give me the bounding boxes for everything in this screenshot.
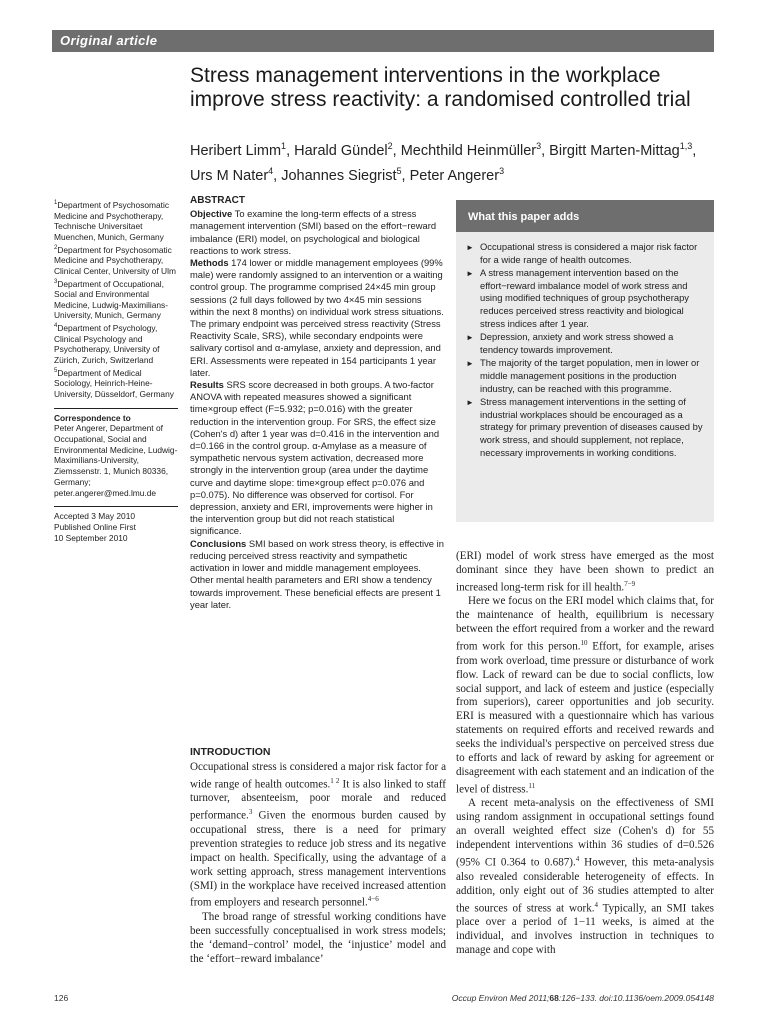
triangle-bullet-icon: ► — [466, 269, 474, 279]
affiliation-1: $^1$Department of Psychosomatic Medicine and Psychotherapy, Technische Universitaet Muenchen, Munich, Germany — [54, 199, 170, 242]
author-name: Birgitt Marten-Mittag$^{1,3}$, — [549, 141, 697, 159]
abstract-heading: ABSTRACT — [190, 195, 245, 206]
triangle-bullet-icon: ► — [466, 398, 474, 408]
citation-footer: Occup Environ Med 2011;68:126−133. doi:10.1136/oem.2009.054148 — [451, 993, 714, 1003]
article-title: Stress management interventions in the workplace improve stress reactivity: a randomised controlled trial — [190, 64, 691, 111]
introduction-heading: INTRODUCTION — [190, 746, 271, 758]
correspondence-text: Peter Angerer, Department of Occupational, Social and Environmental Medicine, Ludwig-Maximilians-University, Ziemssenstr. 1, Munich 80336, Germany; peter.angerer@med.lmu.de — [54, 423, 178, 498]
section-label: Original article — [60, 33, 158, 48]
box-item: ► Depression, anxiety and work stress showed a tendency towards improvement. — [466, 331, 674, 355]
abstract-methods: Methods 174 lower or middle management employees (99% male) were randomly assigned to an intervention or a waiting control group. The programme comprised 24×45 min group sessions (2 full days followed by two 4×45 min sessions within the next 8 months) on individual work stress situations. The primary endpoint was perceived stress reactivity (Stress Reactivity Scale, SRS), while secondary endpoints were salivary cortisol and α-amylase, anxiety and depression, and ERI. Assessments were repeated in 154 participants 1 year later. — [190, 257, 444, 378]
body-paragraph-2: Here we focus on the ERI model which claims that, for the maintenance of health, equilibrium is necessary between the effort required from a worker and the reward from work for this person.$^{10}$ Effort, for example, arises from work overload, time pressure or disturbance of work flow. Lack of reward can be due to social conflicts, low social support, and lack of esteem and justice (especially from superiors), career opportunities and job security. ERI is measured with a questionnaire which has various statements on required efforts and received rewards and seeks the individual's perspective on perceived stress due to efforts and lack of reward by asking for agreement or disagreement with each statement and an indication of the level of distress.$^{11}$ — [456, 595, 714, 796]
triangle-bullet-icon: ► — [466, 333, 474, 343]
affiliations-column — [54, 198, 178, 543]
affiliation-marker: 4 — [268, 165, 274, 176]
triangle-bullet-icon: ► — [466, 243, 474, 252]
author-name: Peter Angerer$^3$ — [409, 165, 505, 184]
triangle-bullet-icon: ► — [466, 359, 474, 369]
body-paragraph-1: (ERI) model of work stress have emerged as the most dominant since they have been shown to predict an increased long-term risk for ill health.$^{7-9}$ — [456, 550, 714, 594]
box-item: ► The majority of the target population, men in lower or middle management positions in the production industry, can be reached with this programme. — [466, 357, 700, 394]
author-name: Heribert Limm$^1$, — [190, 141, 291, 159]
affiliation-3: $^3$Department of Occupational, Social and Environmental Medicine, Ludwig-Maximilians-University, Munich, Germany — [54, 278, 169, 321]
published-label: Published Online First — [54, 521, 136, 532]
abstract-results: Results SRS score decreased in both groups. A two-factor ANOVA with repeated measures showed a significant time×group effect (F=5.932; p=0.016) with the greater reduction in the intervention group. For SRS, the effect size (Cohen's d) after 1 year was d=0.416 in the intervention and d=0.166 in the control group. α-Amylase as a measure of sympathetic nervous system activation, decreased more strongly in the intervention group (area under the daytime curve and daytime slope: time×group effect p=0.076 and p=0.075). No difference was observed for cortisol. For depression, anxiety and ERI, improvements were higher in the intervention group but did not reach statistical significance. — [190, 379, 440, 537]
what-this-paper-adds-box — [456, 200, 714, 522]
body-paragraph-3: A recent meta-analysis on the effectiveness of SMI using random assignment in occupational settings found an overall weighted effect size (Cohen's d) for 55 independent interventions within 36 studies of d=0.526 (95% CI 0.364 to 0.687).$^4$ However, this meta-analysis also revealed considerable heterogeneity of effects. In addition, only eight out of 36 studies attempted to alter the sources of stress at work.$^4$ Typically, an SMI takes place over a period of 1−11 weeks, is aimed at the individual, and involves instruction in techniques to manage and cope with — [456, 797, 714, 956]
affiliation-marker: 3 — [499, 165, 505, 176]
page-number: 126 — [54, 993, 69, 1003]
author-name: Urs M Nater$^4$, — [190, 165, 278, 184]
author-name: Mechthild Heinmüller$^3$, — [400, 141, 546, 159]
abstract-objective: Objective To examine the long-term effects of a stress management intervention (SMI) based on the effort−reward imbalance (ERI) model, on psychological and biological reactions to work stress. — [190, 208, 437, 256]
affiliation-marker: 1,3 — [679, 141, 693, 151]
correspondence-heading: Correspondence to — [54, 412, 131, 423]
body-text-right — [456, 550, 714, 958]
affiliation-marker: 2 — [387, 141, 393, 151]
accepted-date: Accepted 3 May 2010 — [54, 511, 136, 522]
box-item: ► Occupational stress is considered a major risk factor for a wide range of health outcomes. — [466, 241, 698, 265]
divider — [54, 506, 178, 507]
affiliation-marker: 5 — [396, 165, 402, 176]
affiliation-marker: 1 — [281, 141, 287, 151]
author-name: Harald Gündel$^2$, — [294, 141, 397, 159]
introduction-section — [190, 746, 446, 967]
affiliation-5: $^5$Department of Medical Sociology, Heinrich-Heine-University, Düsseldorf, Germany — [54, 367, 174, 399]
abstract — [190, 195, 446, 611]
author-list — [190, 136, 720, 186]
divider — [54, 408, 178, 409]
box-list — [456, 232, 714, 459]
box-item: ► Stress management interventions in the setting of industrial workplaces should be encouraged as a strategy for primary prevention of diseases caused by work stress, and should supplement, not replace, necessary improvements in working conditions. — [466, 396, 703, 458]
intro-paragraph-2: The broad range of stressful working conditions have been successfully conceptualised in work stress models; the ‘demand−control’ model, the ‘injustice’ model and the ‘effort−reward imbalance’ — [190, 911, 446, 965]
box-item: ► A stress management intervention based on the effort−reward imbalance model of work stress and using modified techniques of group psychotherapy reduces perceived stress reactivity and biological stress indices after 1 year. — [466, 267, 689, 329]
author-name: Johannes Siegrist$^5$, — [281, 165, 406, 184]
intro-paragraph-1: Occupational stress is considered a major risk factor for a wide range of health outcomes.$^{1 2}$ It is also linked to staff turnover, absenteeism, poor morale and reduced performance.$^3$ Given the enormous burden caused by occupational stress, there is a need for primary prevention strategies to reduce job stress and its negative impact on health. Specifically, using the advantage of a work setting approach, stress management interventions (SMI) in the workplace have received increased attention from employers and research personnel.$^{4-6}$ — [190, 760, 446, 910]
section-banner — [52, 30, 714, 52]
abstract-conclusions: Conclusions SMI based on work stress theory, is effective in reducing perceived stress reactivity and sympathetic activation in lower and middle management employees. Other mental health parameters and ERI show a tendency towards improvement. These beneficial effects are present 1 year later. — [190, 537, 444, 610]
box-heading: What this paper adds — [456, 200, 714, 232]
affiliation-marker: 3 — [536, 141, 542, 151]
affiliation-4: $^4$Department of Psychology, Clinical Psychology and Psychotherapy, University of Zürich, Zurich, Switzerland — [54, 322, 160, 366]
published-date: 10 September 2010 — [54, 532, 128, 543]
affiliation-2: $^2$Department for Psychosomatic Medicine and Psychotherapy, Clinical Center, University of Ulm — [54, 244, 176, 276]
